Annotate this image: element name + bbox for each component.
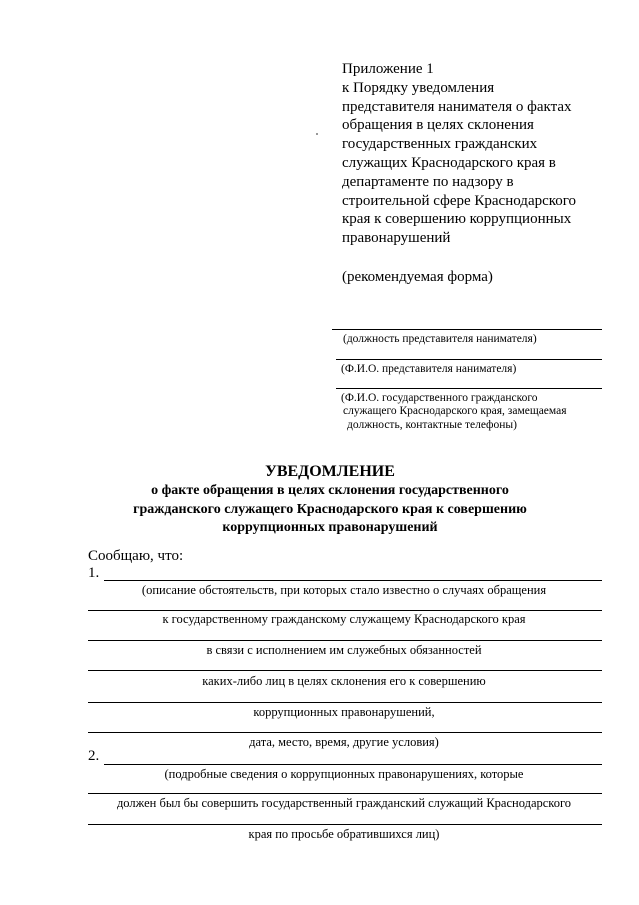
scan-speck — [316, 133, 318, 135]
item-2-note: края по просьбе обратившихся лиц) — [248, 827, 440, 841]
item-2-blank-line[interactable] — [88, 824, 602, 825]
item-2-number: 2. — [88, 748, 100, 764]
item-2-note: (подробные сведения о коррупционных правонарушениях, которые — [164, 767, 524, 781]
representative-name-caption: (Ф.И.О. представителя нанимателя) — [341, 363, 517, 375]
item-1-number: 1. — [88, 565, 100, 581]
appendix-line: края к совершению коррупционных — [342, 211, 572, 228]
appendix-line: Приложение 1 — [342, 61, 434, 77]
recommended-form-note: (рекомендуемая форма) — [342, 268, 493, 285]
employee-caption-line: должность, контактные телефоны) — [347, 419, 517, 431]
employee-caption-line: служащего Краснодарского края, замещаемая — [343, 405, 567, 417]
item-1-note: каких-либо лиц в целях склонения его к совершению — [202, 674, 486, 688]
item-1-note: в связи с исполнением им служебных обязанностей — [206, 643, 482, 657]
subtitle-line: коррупционных правонарушений — [222, 520, 438, 535]
appendix-line: обращения в целях склонения — [342, 117, 534, 134]
document-subtitle — [60, 482, 600, 538]
item-1-blank-line[interactable] — [88, 670, 602, 671]
position-blank-line[interactable] — [332, 329, 602, 330]
item-1-note: дата, место, время, другие условия) — [249, 735, 439, 749]
item-1-blank-line[interactable] — [88, 702, 602, 703]
document-title: УВЕДОМЛЕНИЕ — [265, 463, 395, 480]
item-1-blank-line[interactable] — [104, 580, 602, 581]
appendix-line: департаменте по надзору в — [342, 173, 514, 190]
item-2-blank-line[interactable] — [104, 764, 602, 765]
appendix-line: строительной сфере Краснодарского — [342, 192, 577, 209]
lead-text: Сообщаю, что: — [88, 548, 184, 564]
item-1-blank-line[interactable] — [88, 640, 602, 641]
item-1-blank-line[interactable] — [88, 610, 602, 611]
representative-name-blank-line[interactable] — [336, 359, 602, 360]
appendix-header — [342, 60, 612, 287]
item-1-note: к государственному гражданскому служащему Краснодарского края — [162, 612, 526, 626]
item-1-blank-line[interactable] — [88, 732, 602, 733]
employee-caption-line: (Ф.И.О. государственного гражданского — [341, 392, 538, 404]
item-2-blank-line[interactable] — [88, 793, 602, 794]
appendix-line: к Порядку уведомления — [342, 79, 495, 96]
item-1-note: (описание обстоятельств, при которых стало известно о случаях обращения — [141, 583, 547, 597]
appendix-line: служащих Краснодарского края в — [342, 154, 556, 171]
appendix-line: государственных гражданских — [342, 136, 538, 153]
position-caption: (должность представителя нанимателя) — [343, 333, 537, 345]
subtitle-line: гражданского служащего Краснодарского края к совершению — [133, 501, 527, 517]
employee-info-blank-line[interactable] — [336, 388, 602, 389]
item-2-note: должен был бы совершить государственный гражданский служащий Краснодарского — [116, 796, 572, 810]
subtitle-line: о факте обращения в целях склонения государственного — [151, 483, 509, 498]
item-1-note: коррупционных правонарушений, — [253, 705, 435, 719]
appendix-line: правонарушений — [342, 230, 451, 247]
appendix-line: представителя нанимателя о фактах — [342, 98, 572, 115]
